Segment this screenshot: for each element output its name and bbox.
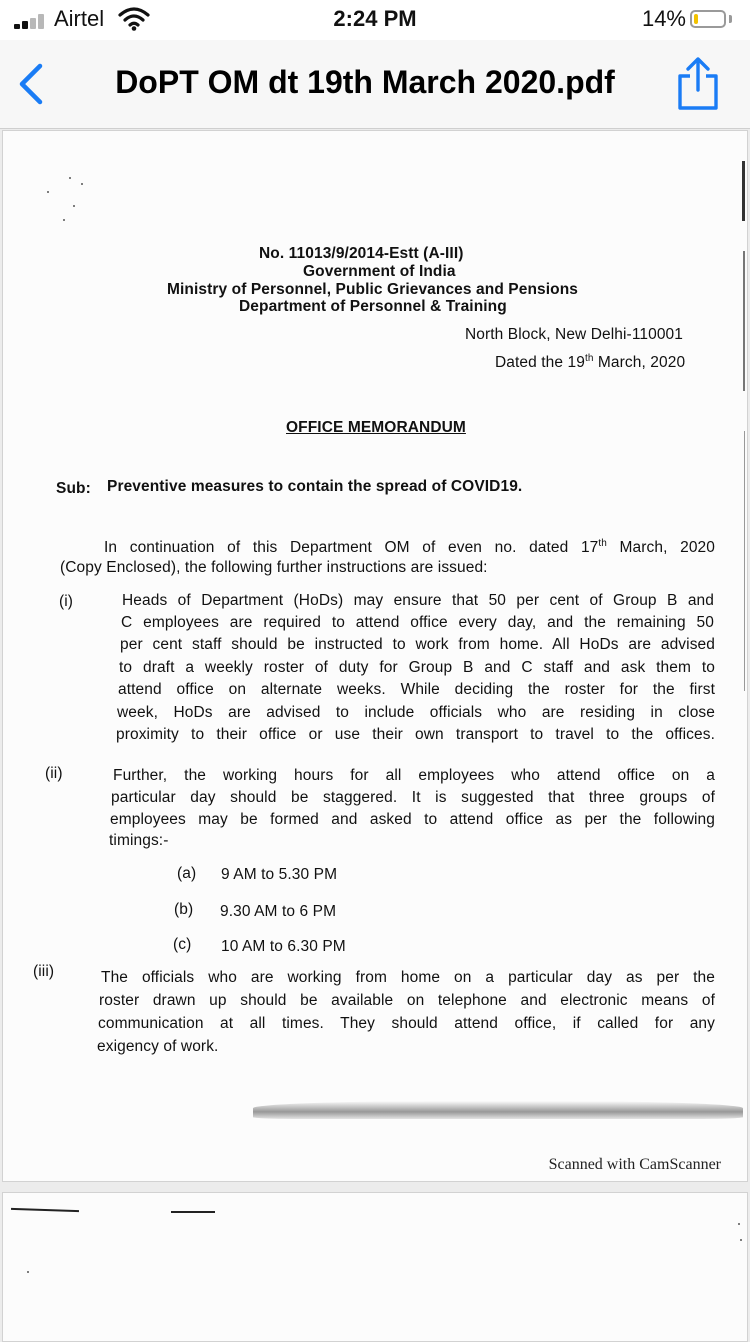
item-1-line: attend office on alternate weeks. While deciding the roster for the first (118, 681, 715, 698)
clock: 2:24 PM (333, 6, 417, 31)
battery-cap (729, 15, 732, 23)
memorandum-heading: OFFICE MEMORANDUM (286, 419, 466, 436)
government-name: Government of India (303, 263, 456, 280)
item-number: (ii) (45, 765, 63, 782)
item-1-line: proximity to their office or use their own transport to travel to the offices. (116, 726, 715, 743)
battery-level-fill (694, 14, 698, 24)
timing-text: 9.30 AM to 6 PM (220, 903, 337, 920)
item-1-line: week, HoDs are advised to include officials who are residing in close (117, 704, 715, 721)
item-number: (i) (59, 593, 74, 610)
timing-label: (b) (174, 901, 194, 918)
timing-label: (c) (173, 936, 192, 953)
intro-line-1: In continuation of this Department OM of even no. dated 17th March, 2020 (104, 538, 715, 557)
navigation-bar (0, 40, 750, 129)
item-1-line: per cent staff should be instructed to work from home. All HoDs are advised (120, 636, 715, 653)
pdf-page-1[interactable] (2, 130, 748, 1182)
item-1-line: Heads of Department (HoDs) may ensure that 50 per cent of Group B and (122, 592, 714, 609)
back-button[interactable] (10, 60, 54, 108)
item-2-line: Further, the working hours for all employees who attend office on a (113, 767, 715, 784)
item-number: (iii) (33, 963, 55, 980)
department-name: Department of Personnel & Training (239, 298, 507, 315)
item-3-line: The officials who are working from home on a particular day as per the (101, 969, 715, 986)
document-title: DoPT OM dt 19th March 2020.pdf (115, 64, 615, 100)
scan-mark (171, 1211, 215, 1213)
scan-mark (11, 1208, 79, 1212)
item-3-line: exigency of work. (97, 1038, 219, 1055)
carrier-name: Airtel (54, 6, 105, 31)
subject-label: Sub: (56, 480, 91, 497)
share-icon (674, 56, 722, 112)
intro-line-2: (Copy Enclosed), the following further instructions are issued: (60, 559, 488, 576)
chevron-left-icon (10, 60, 54, 108)
ministry-name: Ministry of Personnel, Public Grievances and Pensions (167, 281, 579, 298)
file-number: No. 11013/9/2014-Estt (A-III) (259, 245, 464, 262)
status-bar (0, 0, 750, 40)
pdf-page-2[interactable] (2, 1192, 748, 1342)
timing-text: 10 AM to 6.30 PM (221, 938, 346, 955)
item-2-line: particular day should be staggered. It is suggested that three groups of (111, 789, 715, 806)
item-1-line: to draft a weekly roster of duty for Group B and C staff and ask them to (119, 659, 715, 676)
item-2-line: timings:- (109, 832, 169, 849)
item-3-line: roster drawn up should be available on telephone and electronic means of (99, 992, 715, 1009)
item-1-line: C employees are required to attend office every day, and the remaining 50 (121, 614, 714, 631)
timing-text: 9 AM to 5.30 PM (221, 866, 338, 883)
camscanner-watermark: Scanned with CamScanner (548, 1156, 721, 1173)
timing-label: (a) (177, 865, 197, 882)
battery-percentage: 14% (641, 6, 686, 31)
scan-shadow (253, 1101, 743, 1119)
battery-icon (690, 10, 726, 28)
address: North Block, New Delhi-110001 (465, 326, 683, 343)
date-line: Dated the 19th March, 2020 (495, 353, 686, 372)
scanned-document (3, 131, 748, 1182)
item-3-line: communication at all times. They should attend office, if called for any (98, 1015, 715, 1032)
item-2-line: employees may be formed and asked to attend office as per the following (110, 811, 715, 828)
subject-text: Preventive measures to contain the spread of COVID19. (107, 478, 523, 495)
share-button[interactable] (674, 56, 722, 112)
